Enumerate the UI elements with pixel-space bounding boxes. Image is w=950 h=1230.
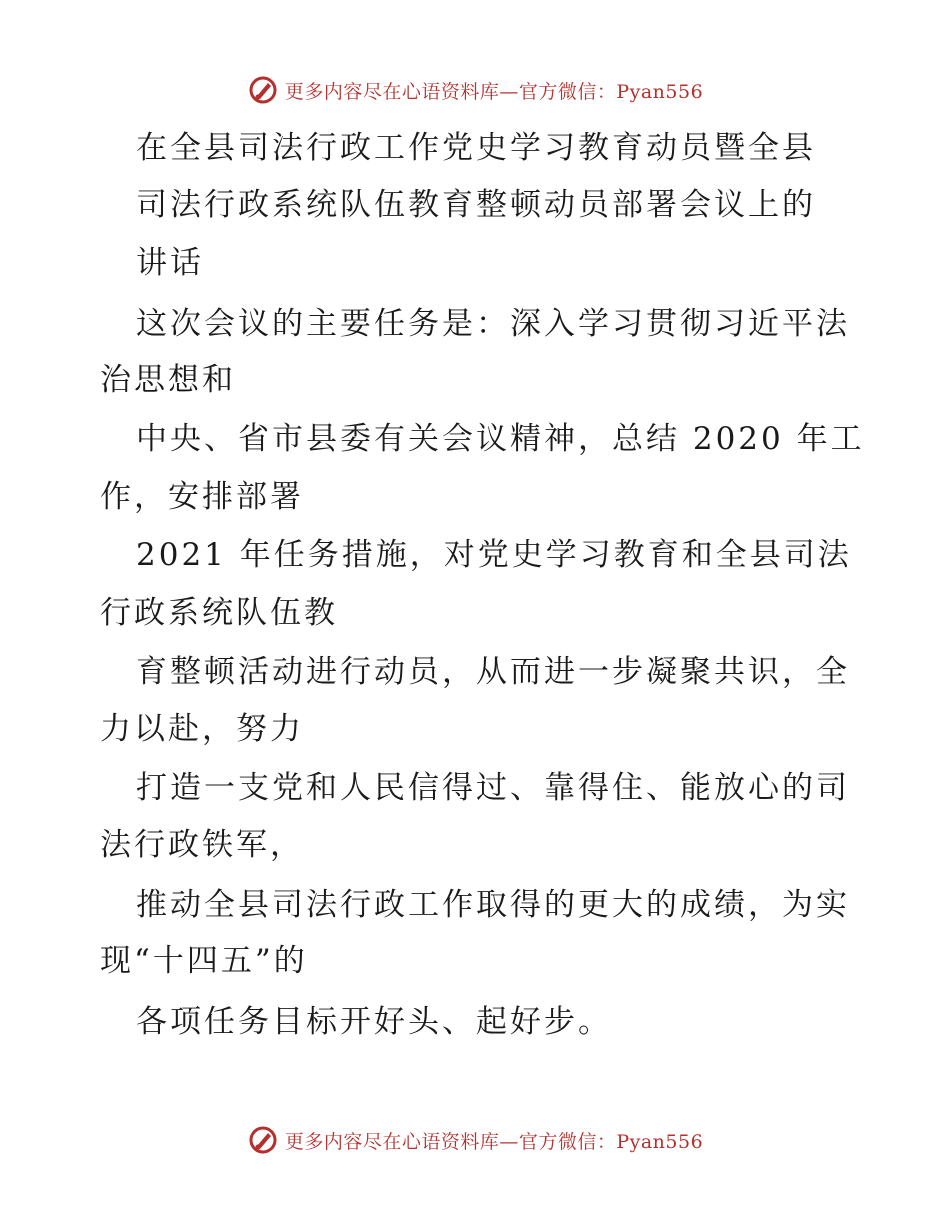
watermark-banner-bottom	[0, 1120, 950, 1160]
body-line-9: 打造一支党和人民信得过、靠得住、能放心的司	[136, 770, 850, 806]
body-line-2: 治思想和	[100, 362, 236, 398]
body-line-13: 各项任务目标开好头、起好步。	[136, 1004, 612, 1040]
body-line-4: 作，安排部署	[100, 479, 304, 515]
body-line-10: 法行政铁军，	[100, 827, 304, 863]
brush-logo-icon	[247, 1124, 279, 1156]
body-line-5: 2021 年任务措施，对党史学习教育和全县司法	[136, 537, 852, 573]
title-line-1: 在全县司法行政工作党史学习教育动员暨全县	[136, 130, 816, 166]
watermark-text: 更多内容尽在心语资料库—官方微信：Pyan556	[284, 80, 704, 103]
watermark-text: 更多内容尽在心语资料库—官方微信：Pyan556	[284, 1130, 704, 1153]
brush-logo-icon	[247, 74, 279, 106]
body-line-8: 力以赴，努力	[100, 711, 304, 747]
title-line-3: 讲话	[136, 245, 204, 281]
body-line-11: 推动全县司法行政工作取得的更大的成绩，为实	[136, 887, 850, 923]
body-line-12: 现“十四五”的	[100, 943, 308, 979]
watermark-banner-top	[0, 70, 950, 110]
body-line-6: 行政系统队伍教	[100, 595, 338, 631]
body-line-7: 育整顿活动进行动员，从而进一步凝聚共识，全	[136, 654, 850, 690]
body-line-1: 这次会议的主要任务是：深入学习贯彻习近平法	[136, 306, 850, 342]
title-line-2: 司法行政系统队伍教育整顿动员部署会议上的	[136, 187, 816, 223]
body-line-3: 中央、省市县委有关会议精神，总结 2020 年工	[136, 421, 865, 457]
